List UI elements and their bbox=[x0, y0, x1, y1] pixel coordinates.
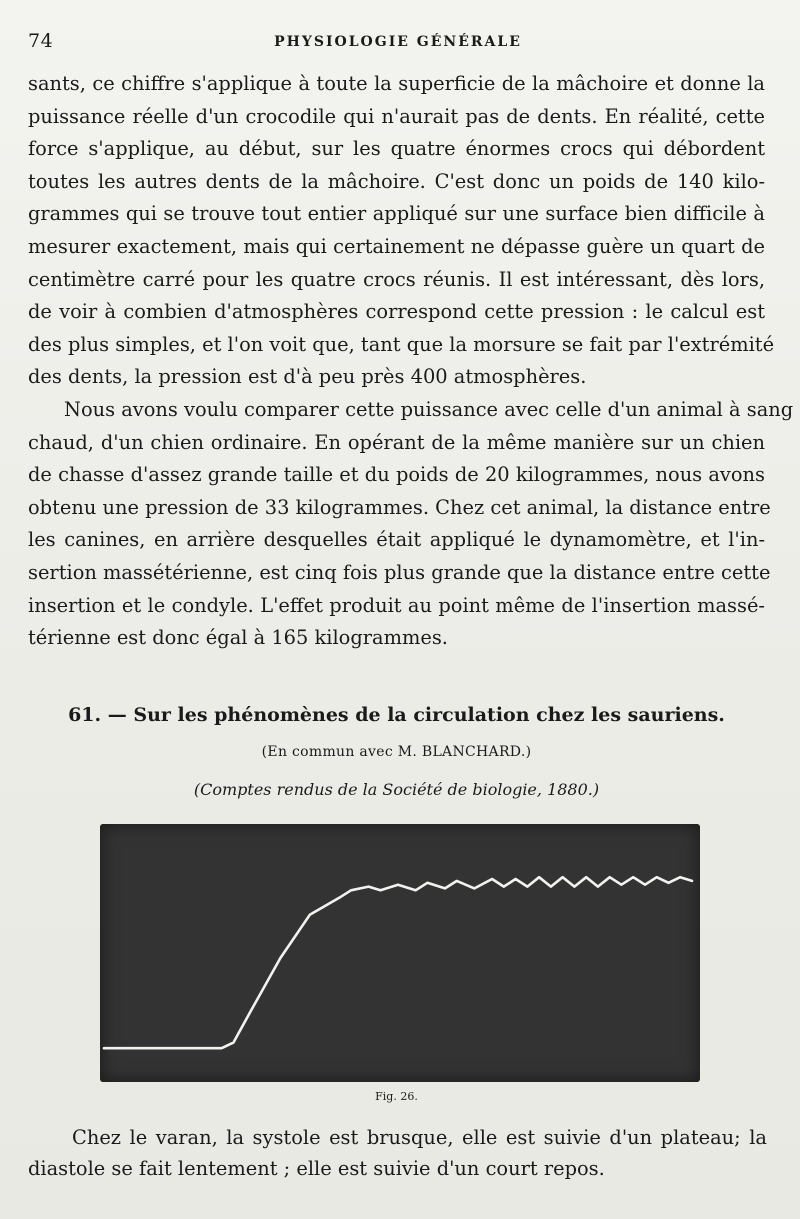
text-line: grammes qui se trouve tout entier appliqué sur une surface bien difficile à bbox=[28, 202, 765, 226]
paragraph-2 bbox=[28, 394, 794, 655]
text-line: diastole se fait lentement ; elle est suivie d'un court repos. bbox=[28, 1157, 605, 1180]
text-line: force s'applique, au début, sur les quatre énormes crocs qui débordent bbox=[28, 137, 765, 161]
paragraph-3 bbox=[28, 1122, 767, 1184]
text-line: les canines, en arrière desquelles était appliqué le dynamomètre, et l'in- bbox=[28, 528, 765, 552]
text-line: puissance réelle d'un crocodile qui n'aurait pas de dents. En réalité, cette bbox=[28, 104, 765, 128]
page-header bbox=[28, 30, 768, 58]
figure-caption: Fig. 26. bbox=[375, 1090, 418, 1103]
text-line: mesurer exactement, mais qui certainement ne dépasse guère un quart de bbox=[28, 234, 765, 258]
text-line: insertion et le condyle. L'effet produit au point même de l'insertion massé- bbox=[28, 593, 765, 617]
text-line: sertion massétérienne, est cinq fois plus grande que la distance entre cette bbox=[28, 560, 771, 584]
paragraph-1 bbox=[28, 68, 775, 394]
text-line: chaud, d'un chien ordinaire. En opérant de la même manière sur un chien bbox=[28, 430, 765, 454]
text-line: obtenu une pression de 33 kilogrammes. Chez cet animal, la distance entre bbox=[28, 495, 771, 519]
text-line: sants, ce chiffre s'applique à toute la superficie de la mâchoire et donne la bbox=[28, 72, 765, 95]
section-source: (Comptes rendus de la Société de biologie, 1880.) bbox=[193, 780, 600, 799]
figure-trace-plate bbox=[100, 824, 700, 1082]
section-coauthor: (En commun avec M. BLANCHARD.) bbox=[261, 744, 532, 760]
text-line: de chasse d'assez grande taille et du poids de 20 kilogrammes, nous avons bbox=[28, 463, 765, 487]
text-line: de voir à combien d'atmosphères correspond cette pression : le calcul est bbox=[28, 300, 765, 324]
text-line: térienne est donc égal à 165 kilogrammes. bbox=[28, 626, 448, 650]
running-title: PHYSIOLOGIE GÉNÉRALE bbox=[274, 34, 522, 50]
text-line: Nous avons voulu comparer cette puissance avec celle d'un animal à sang bbox=[64, 397, 794, 421]
page-number: 74 bbox=[28, 30, 54, 52]
text-line: des dents, la pression est d'à peu près 400 atmosphères. bbox=[28, 365, 587, 389]
text-line: centimètre carré pour les quatre crocs réunis. Il est intéressant, dès lors, bbox=[28, 267, 765, 291]
text-line: des plus simples, et l'on voit que, tant que la morsure se fait par l'extrémité bbox=[28, 332, 775, 356]
trace-chart bbox=[100, 824, 700, 1082]
body-text bbox=[28, 68, 794, 655]
section-heading: 61. — Sur les phénomènes de la circulation chez les sauriens. bbox=[68, 704, 725, 726]
series-line-trace bbox=[104, 877, 692, 1048]
text-line: toutes les autres dents de la mâchoire. C'est donc un poids de 140 kilo- bbox=[28, 169, 765, 193]
text-line: Chez le varan, la systole est brusque, elle est suivie d'un plateau; la bbox=[72, 1126, 767, 1149]
